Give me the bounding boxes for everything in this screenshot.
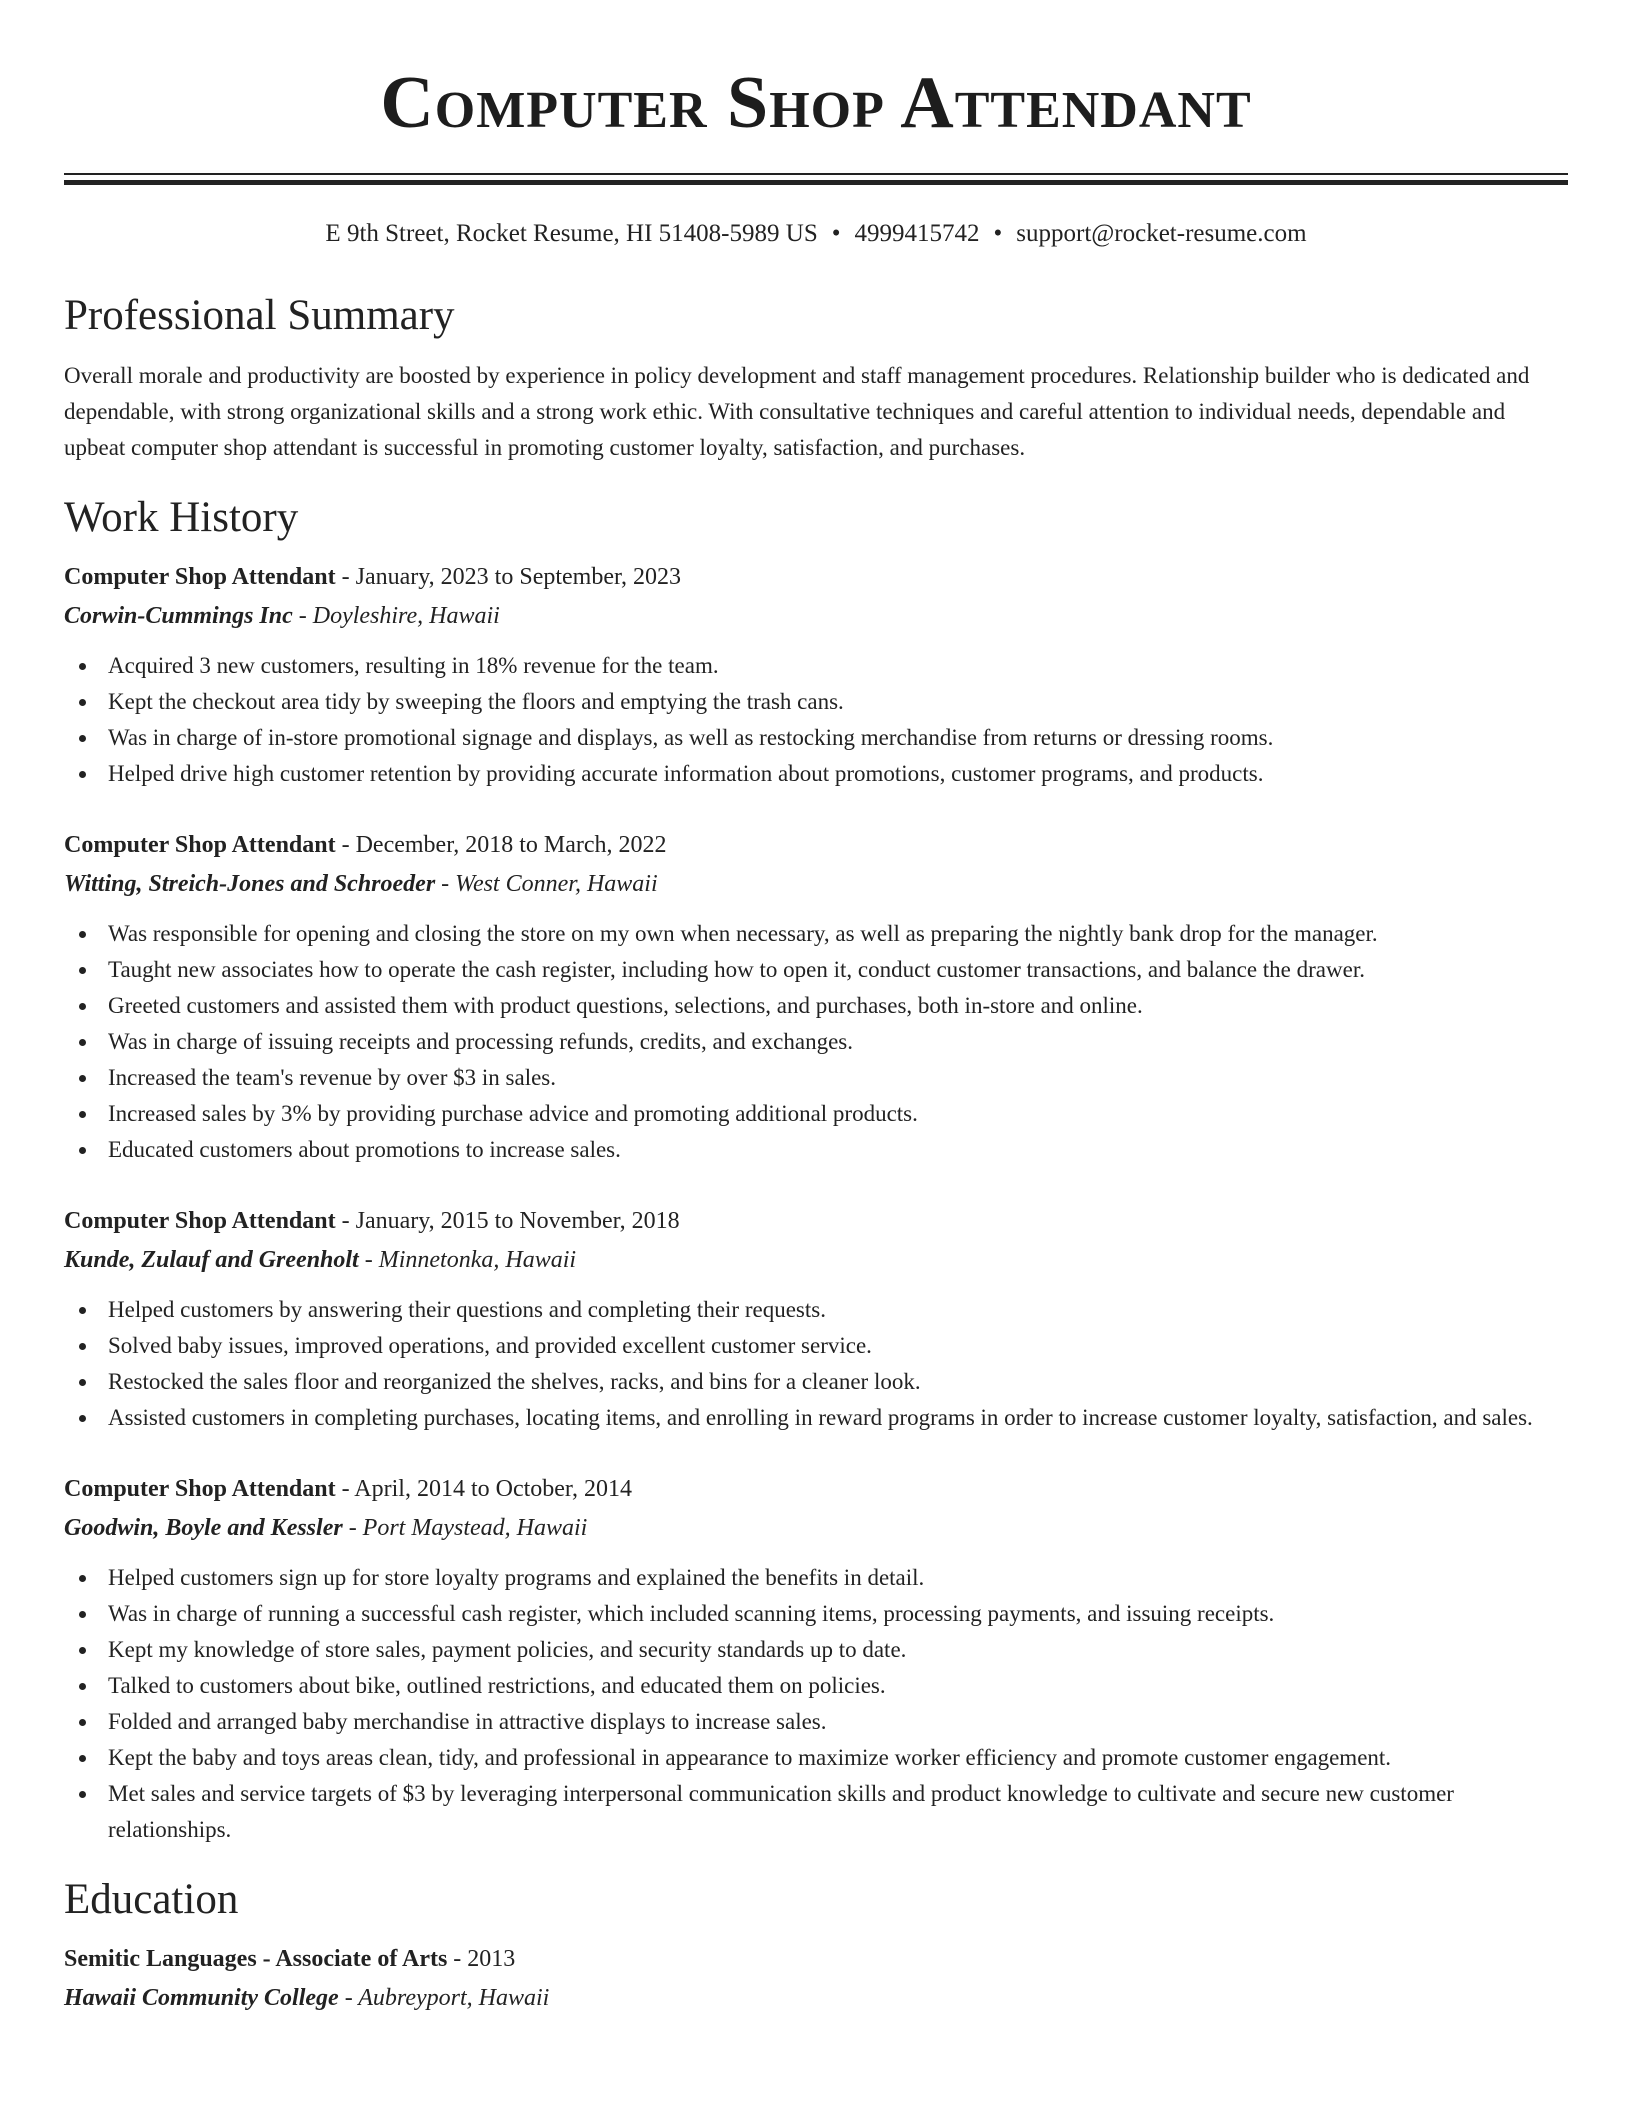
job-entry xyxy=(64,1470,1568,1848)
education-degree: Semitic Languages - Associate of Arts xyxy=(64,1946,448,1972)
list-item xyxy=(108,1292,1568,1328)
job-bullets xyxy=(64,1292,1568,1436)
list-item xyxy=(108,1596,1568,1632)
job-role: Computer Shop Attendant xyxy=(64,832,336,858)
job-entry xyxy=(64,826,1568,1168)
list-item xyxy=(108,684,1568,720)
contact-separator: • xyxy=(993,220,1003,247)
bullet-icon xyxy=(79,1343,86,1350)
job-dates: - January, 2015 to November, 2018 xyxy=(335,1208,680,1234)
list-item xyxy=(108,1328,1568,1364)
contact-phone: 4999415742 xyxy=(854,220,980,247)
list-item xyxy=(108,1364,1568,1400)
contact-line xyxy=(64,218,1568,250)
bullet-icon xyxy=(79,1719,86,1726)
job-employer xyxy=(64,865,1568,904)
list-item xyxy=(108,1096,1568,1132)
list-item-text: Was in charge of running a successful cash register, which included scanning items, processing payments, and issuing receipts. xyxy=(108,1601,1275,1626)
job-heading xyxy=(64,1470,1568,1509)
job-heading xyxy=(64,826,1568,865)
education-location: - Aubreyport, Hawaii xyxy=(338,1985,550,2011)
job-role: Computer Shop Attendant xyxy=(64,1208,336,1234)
list-item xyxy=(108,1060,1568,1096)
summary-text: Overall morale and productivity are boosted by experience in policy development and staff management procedures. Relationship builder who is dedicated and dependable, with strong organizational skills and a strong work ethic. With consultative techniques and careful attention to individual needs, dependable and upbeat computer shop attendant is successful in promoting customer loyalty, satisfaction, and purchases. xyxy=(64,363,1530,460)
bullet-icon xyxy=(79,1647,86,1654)
list-item xyxy=(108,916,1568,952)
job-location: - Doyleshire, Hawaii xyxy=(292,603,500,629)
list-item-text: Was responsible for opening and closing the store on my own when necessary, as well as preparing the nightly bank drop for the manager. xyxy=(108,921,1378,946)
bullet-icon xyxy=(79,771,86,778)
bullet-icon xyxy=(79,931,86,938)
job-bullets xyxy=(64,648,1568,792)
job-employer xyxy=(64,1241,1568,1280)
list-item xyxy=(108,1632,1568,1668)
list-item-text: Helped customers sign up for store loyalty programs and explained the benefits in detail. xyxy=(108,1565,925,1590)
bullet-icon xyxy=(79,1755,86,1762)
list-item-text: Restocked the sales floor and reorganized the shelves, racks, and bins for a cleaner look. xyxy=(108,1369,921,1394)
list-item xyxy=(108,1560,1568,1596)
job-role: Computer Shop Attendant xyxy=(64,564,336,590)
contact-separator: • xyxy=(831,220,841,247)
job-bullets xyxy=(64,916,1568,1168)
bullet-icon xyxy=(79,699,86,706)
job-employer xyxy=(64,1509,1568,1548)
job-heading xyxy=(64,558,1568,597)
list-item xyxy=(108,756,1568,792)
list-item xyxy=(108,1776,1568,1848)
list-item xyxy=(108,952,1568,988)
bullet-icon xyxy=(79,967,86,974)
bullet-icon xyxy=(79,1791,86,1798)
list-item xyxy=(108,1400,1568,1436)
resume-title: Computer Shop Attendant xyxy=(380,62,1252,144)
list-item-text: Met sales and service targets of $3 by leveraging interpersonal communication skills and product knowledge to cultivate and secure new customer relationships. xyxy=(108,1781,1454,1842)
job-location: - Port Maystead, Hawaii xyxy=(342,1515,588,1541)
list-item xyxy=(108,648,1568,684)
bullet-icon xyxy=(79,1003,86,1010)
list-item-text: Helped drive high customer retention by providing accurate information about promotions, customer programs, and products. xyxy=(108,761,1264,786)
section-title-education: Education xyxy=(64,1876,239,1923)
job-company: Goodwin, Boyle and Kessler xyxy=(64,1515,343,1541)
job-heading xyxy=(64,1202,1568,1241)
list-item-text: Increased sales by 3% by providing purchase advice and promoting additional products. xyxy=(108,1101,918,1126)
list-item-text: Acquired 3 new customers, resulting in 18% revenue for the team. xyxy=(108,653,719,678)
education-school-line xyxy=(64,1979,1568,2018)
list-item-text: Taught new associates how to operate the cash register, including how to open it, conduct customer transactions, and balance the drawer. xyxy=(108,957,1365,982)
bullet-icon xyxy=(79,1575,86,1582)
job-company: Corwin-Cummings Inc xyxy=(64,603,293,629)
bullet-icon xyxy=(79,1147,86,1154)
bullet-icon xyxy=(79,735,86,742)
job-employer xyxy=(64,597,1568,636)
bullet-icon xyxy=(79,1415,86,1422)
list-item-text: Was in charge of issuing receipts and processing refunds, credits, and exchanges. xyxy=(108,1029,853,1054)
list-item xyxy=(108,1132,1568,1168)
list-item-text: Solved baby issues, improved operations, and provided excellent customer service. xyxy=(108,1333,872,1358)
job-entry xyxy=(64,558,1568,792)
bullet-icon xyxy=(79,1307,86,1314)
section-title-work-history: Work History xyxy=(64,494,299,541)
education-school: Hawaii Community College xyxy=(64,1985,339,2011)
bullet-icon xyxy=(79,1683,86,1690)
job-dates: - January, 2023 to September, 2023 xyxy=(335,564,682,590)
header-divider-thin xyxy=(64,173,1568,175)
contact-address: E 9th Street, Rocket Resume, HI 51408-5989 US xyxy=(325,220,818,247)
job-location: - West Conner, Hawaii xyxy=(435,871,658,897)
bullet-icon xyxy=(79,1611,86,1618)
list-item-text: Kept the baby and toys areas clean, tidy, and professional in appearance to maximize worker efficiency and promote customer engagement. xyxy=(108,1745,1392,1770)
job-entry xyxy=(64,1202,1568,1436)
section-title-summary: Professional Summary xyxy=(64,292,455,339)
bullet-icon xyxy=(79,1111,86,1118)
resume-page xyxy=(64,0,1568,2018)
job-role: Computer Shop Attendant xyxy=(64,1476,336,1502)
bullet-icon xyxy=(79,1039,86,1046)
list-item-text: Talked to customers about bike, outlined restrictions, and educated them on policies. xyxy=(108,1673,886,1698)
job-dates: - December, 2018 to March, 2022 xyxy=(335,832,667,858)
list-item-text: Helped customers by answering their questions and completing their requests. xyxy=(108,1297,826,1322)
job-location: - Minnetonka, Hawaii xyxy=(358,1247,577,1273)
job-company: Witting, Streich-Jones and Schroeder xyxy=(64,871,436,897)
list-item-text: Educated customers about promotions to increase sales. xyxy=(108,1137,621,1162)
list-item xyxy=(108,1668,1568,1704)
header-divider-thick xyxy=(64,180,1568,185)
bullet-icon xyxy=(79,1075,86,1082)
job-dates: - April, 2014 to October, 2014 xyxy=(335,1476,632,1502)
list-item xyxy=(108,720,1568,756)
list-item xyxy=(108,988,1568,1024)
list-item-text: Increased the team's revenue by over $3 in sales. xyxy=(108,1065,556,1090)
list-item xyxy=(108,1740,1568,1776)
list-item-text: Folded and arranged baby merchandise in attractive displays to increase sales. xyxy=(108,1709,827,1734)
education-year: - 2013 xyxy=(447,1946,516,1972)
list-item-text: Assisted customers in completing purchases, locating items, and enrolling in reward programs in order to increase customer loyalty, satisfaction, and sales. xyxy=(108,1405,1533,1430)
list-item xyxy=(108,1704,1568,1740)
list-item-text: Kept my knowledge of store sales, payment policies, and security standards up to date. xyxy=(108,1637,907,1662)
list-item-text: Kept the checkout area tidy by sweeping the floors and emptying the trash cans. xyxy=(108,689,844,714)
contact-email: support@rocket-resume.com xyxy=(1016,220,1307,247)
list-item-text: Was in charge of in-store promotional signage and displays, as well as restocking merchandise from returns or dressing rooms. xyxy=(108,725,1274,750)
list-item-text: Greeted customers and assisted them with product questions, selections, and purchases, both in-store and online. xyxy=(108,993,1143,1018)
job-company: Kunde, Zulauf and Greenholt xyxy=(64,1247,359,1273)
job-bullets xyxy=(64,1560,1568,1848)
education-entry xyxy=(64,1940,1568,2018)
bullet-icon xyxy=(79,663,86,670)
list-item xyxy=(108,1024,1568,1060)
education-heading xyxy=(64,1940,1568,1979)
bullet-icon xyxy=(79,1379,86,1386)
